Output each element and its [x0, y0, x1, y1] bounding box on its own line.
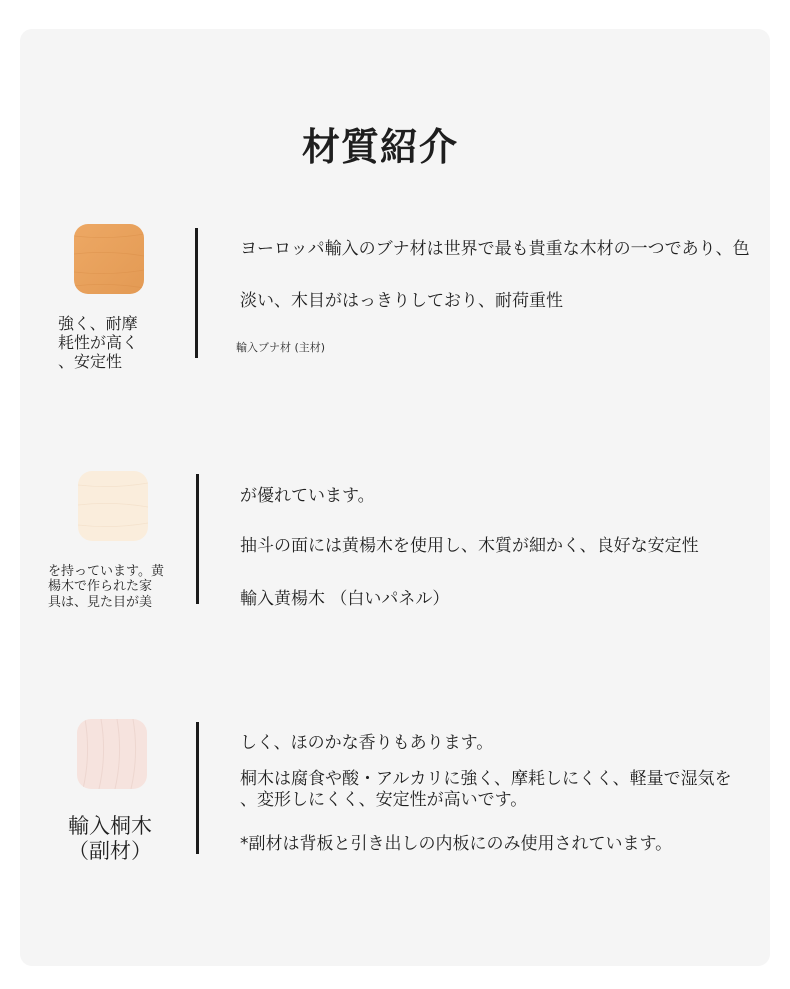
section-boxwood-divider	[196, 474, 199, 604]
section-paulownia-side-label: 輸入桐木 （副材）	[68, 814, 152, 863]
beech-wood-swatch-icon	[74, 224, 144, 294]
section-beech-note: 輸入ブナ材 (主材)	[236, 341, 326, 354]
section-boxwood-line-1: が優れています。	[240, 486, 375, 506]
section-beech-line-1: ヨーロッパ輸入のブナ材は世界で最も貴重な木材の一つであり、色	[240, 239, 750, 259]
section-boxwood-line-3: 輸入黄楊木 （白いパネル）	[240, 589, 450, 609]
section-paulownia-line-2: 桐木は腐食や酸・アルカリに強く、摩耗しにくく、軽量で湿気を 、変形しにくく、安定性が高いです。	[240, 769, 732, 811]
boxwood-swatch-icon	[78, 471, 148, 541]
section-boxwood-side-label: を持っています。黄 楊木で作られた家 具は、見た目が美	[48, 564, 164, 610]
section-paulownia-divider	[196, 722, 199, 854]
section-paulownia-line-3: *副材は背板と引き出しの内板にのみ使用されています。	[240, 834, 673, 854]
section-beech-line-2: 淡い、木目がはっきりしており、耐荷重性	[240, 291, 563, 311]
section-boxwood-line-2: 抽斗の面には黄楊木を使用し、木質が細かく、良好な安定性	[240, 536, 699, 556]
paulownia-wood-swatch-icon	[77, 719, 147, 789]
section-beech-side-label: 強く、耐摩 耗性が高く 、安定性	[58, 314, 139, 371]
section-paulownia-line-1: しく、ほのかな香りもあります。	[240, 733, 494, 753]
page-title: 材質紹介	[301, 125, 458, 169]
section-beech-divider	[195, 228, 198, 358]
